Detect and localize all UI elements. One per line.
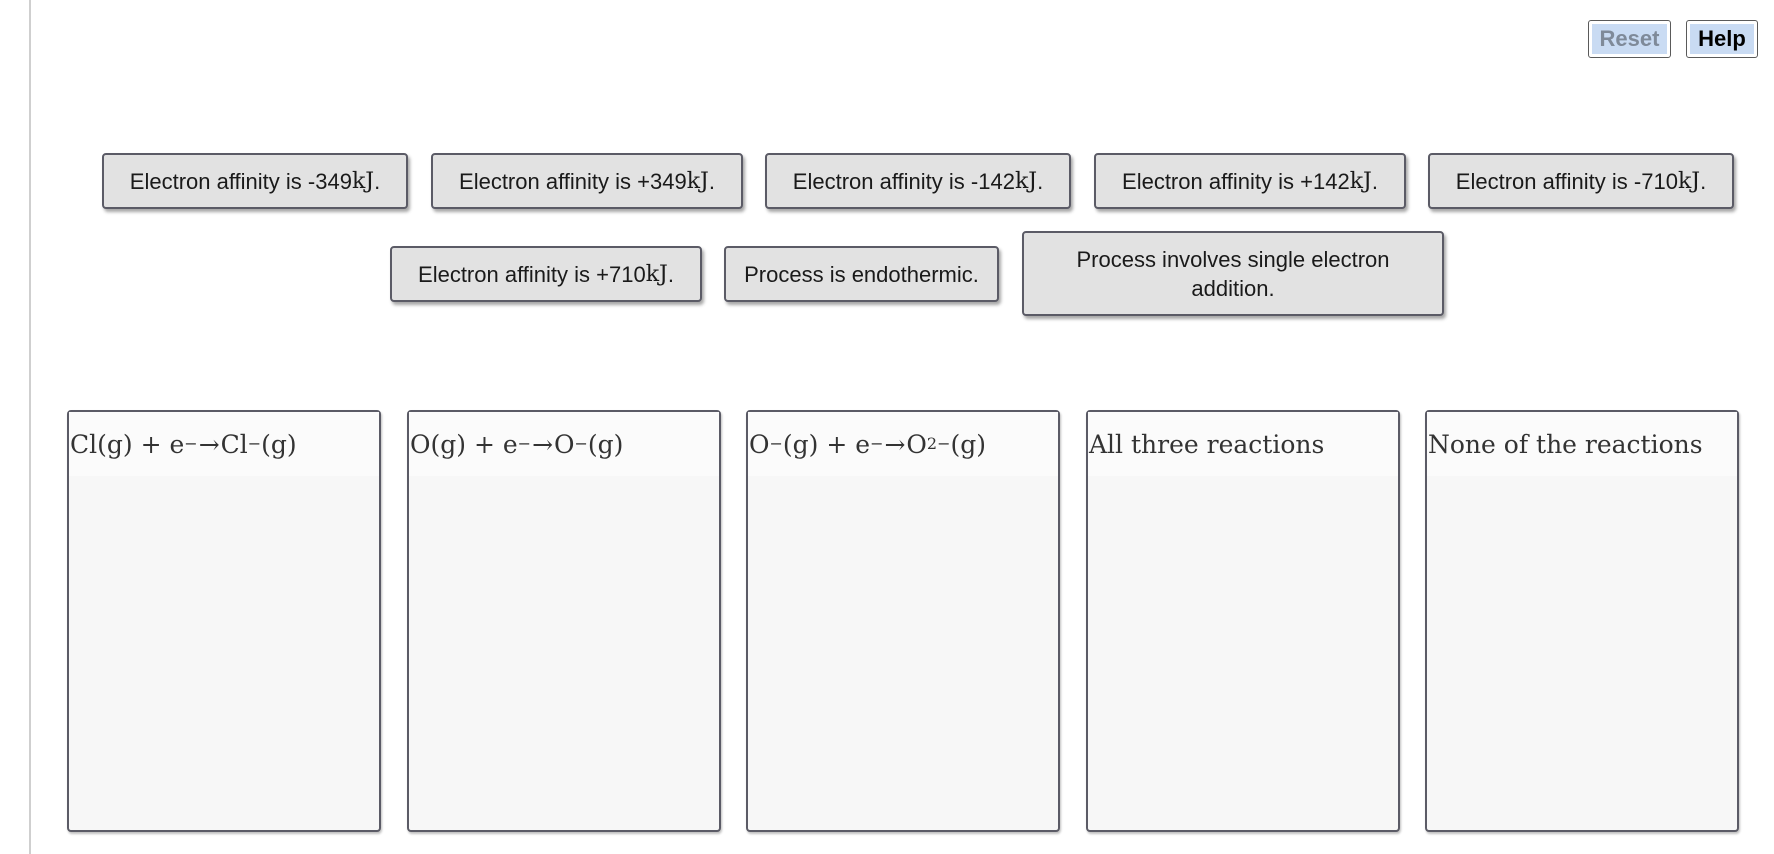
token-text: Process involves single electron addition. xyxy=(1076,246,1390,301)
label-text: None of the reactions xyxy=(1428,429,1703,459)
label-text: (g) xyxy=(261,429,297,459)
label-text: All three reactions xyxy=(1089,429,1325,459)
drop-zone-all-three[interactable] xyxy=(1086,410,1400,832)
reaction-arrow: → xyxy=(532,429,554,459)
drop-zone-body[interactable] xyxy=(748,478,1058,830)
drop-zone-o-minus-reaction[interactable] xyxy=(746,410,1060,832)
drop-zone-body[interactable] xyxy=(69,478,379,830)
answer-token[interactable] xyxy=(102,153,408,209)
token-text: Electron affinity is -142 xyxy=(792,168,1015,194)
label-text: Cl(g) + e xyxy=(70,429,185,459)
reset-button-label: Reset xyxy=(1592,24,1667,54)
reaction-arrow: → xyxy=(884,429,906,459)
token-text: Electron affinity is +349 xyxy=(459,168,687,194)
drop-zone-none[interactable] xyxy=(1425,410,1739,832)
reset-button[interactable] xyxy=(1588,20,1671,58)
drop-zone-o-reaction[interactable] xyxy=(407,410,721,832)
label-text: O xyxy=(554,429,575,459)
token-end: . xyxy=(1700,168,1707,194)
token-unit: kJ xyxy=(645,261,668,287)
token-text: Electron affinity is -349 xyxy=(129,168,352,194)
label-text: (g) + e xyxy=(782,429,871,459)
token-unit: kJ xyxy=(351,168,375,194)
answer-token[interactable] xyxy=(431,153,743,209)
left-divider xyxy=(29,0,31,854)
drop-zone-body[interactable] xyxy=(409,478,719,830)
token-end: . xyxy=(708,168,715,194)
label-text: (g) xyxy=(587,429,624,459)
token-unit: kJ xyxy=(1349,168,1372,194)
drop-zone-body[interactable] xyxy=(1088,478,1398,830)
drop-zone-label: Cl(g) + e − → Cl − (g) xyxy=(69,412,379,476)
token-text: Electron affinity is -710 xyxy=(1455,168,1678,194)
drop-zone-label: O − (g) + e − → O 2− (g) xyxy=(748,412,1058,476)
answer-token[interactable] xyxy=(1022,231,1444,316)
token-unit: kJ xyxy=(686,168,709,194)
help-button-label: Help xyxy=(1690,24,1754,54)
label-text: (g) xyxy=(950,429,987,459)
token-unit: kJ xyxy=(1677,168,1701,194)
answer-token[interactable] xyxy=(390,246,702,302)
token-text: Electron affinity is +142 xyxy=(1122,168,1350,194)
token-end: . xyxy=(1037,168,1044,194)
drop-zone-label xyxy=(1427,412,1737,476)
answer-token[interactable] xyxy=(1428,153,1734,209)
label-text: O xyxy=(906,429,927,459)
token-unit: kJ xyxy=(1014,168,1038,194)
token-end: . xyxy=(1371,168,1378,194)
drop-zone-body[interactable] xyxy=(1427,478,1737,830)
token-end: . xyxy=(374,168,381,194)
label-text: O(g) + e xyxy=(410,429,518,459)
token-end: . xyxy=(667,261,674,287)
help-button[interactable] xyxy=(1686,20,1758,58)
label-text: Cl xyxy=(220,429,248,459)
drop-zone-label: O(g) + e − → O − (g) xyxy=(409,412,719,476)
reaction-arrow: → xyxy=(198,429,220,459)
token-text: Electron affinity is +710 xyxy=(418,261,646,287)
answer-token[interactable] xyxy=(765,153,1071,209)
label-text: O xyxy=(749,429,770,459)
answer-token[interactable] xyxy=(1094,153,1406,209)
token-text: Process is endothermic. xyxy=(744,261,979,287)
drop-zone-label xyxy=(1088,412,1398,476)
drop-zone-cl-reaction[interactable] xyxy=(67,410,381,832)
answer-token[interactable] xyxy=(724,246,999,302)
